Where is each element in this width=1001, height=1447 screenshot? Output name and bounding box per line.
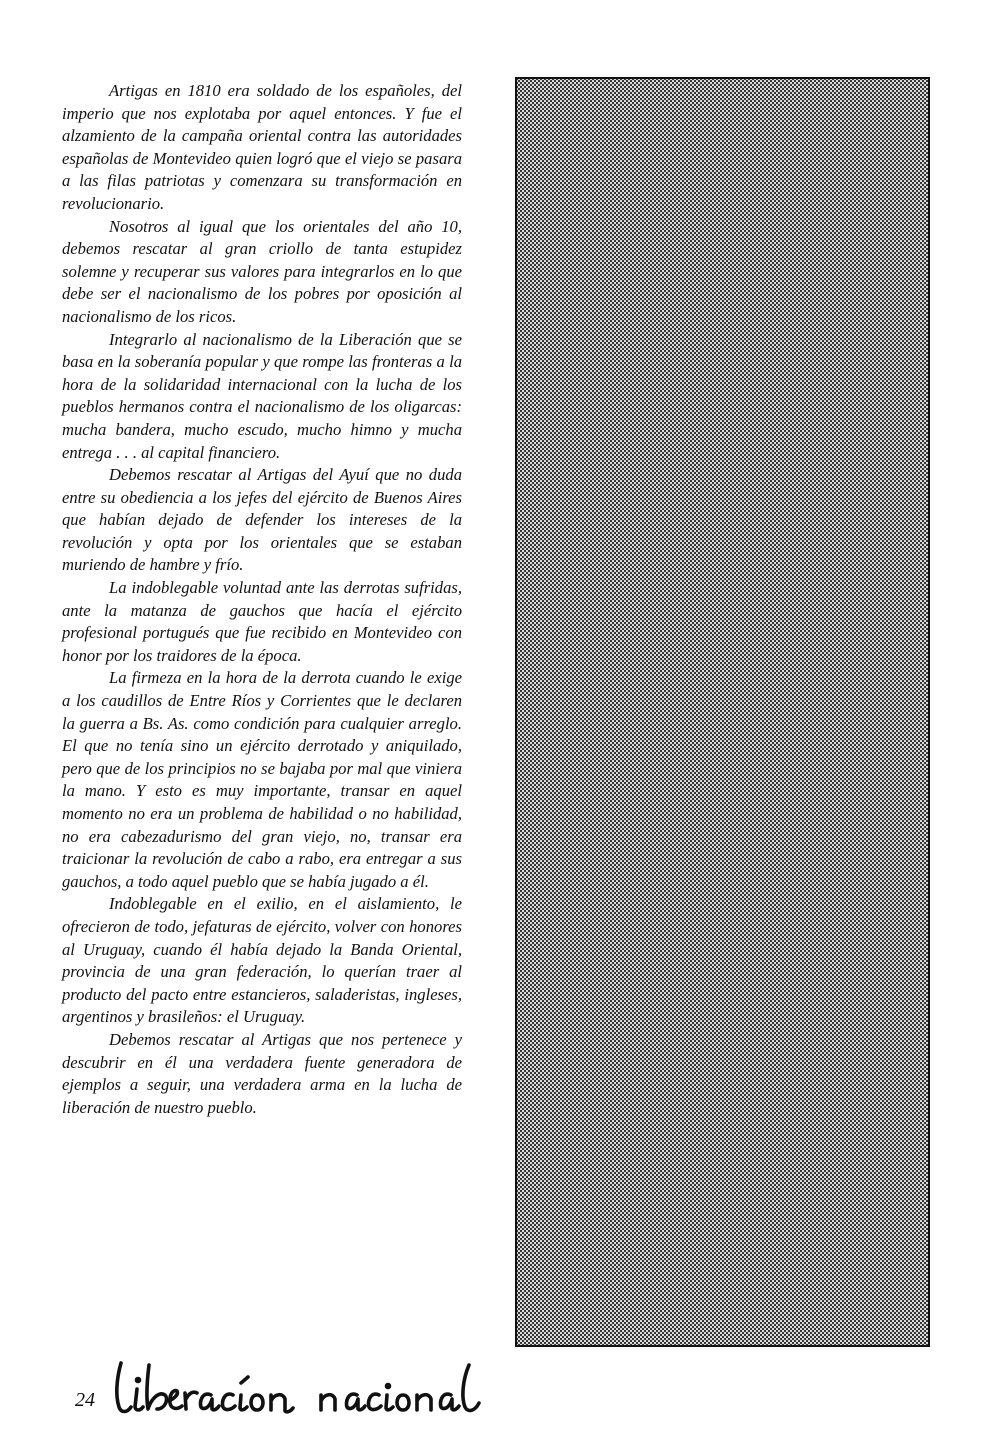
liberacion-nacional-logo [107,1355,487,1430]
paragraph-6: La firmeza en la hora de la derrota cuando le exige a los caudillos de Entre Ríos y Corrientes que le declaren la guerra a Bs. As. como condición para cualquier arreglo. El que no tenía sino un ejército derrotado y aniquilado, pero que de los principios no se bajaba por mal que viniera la mano. Y esto es muy importante, transar en aquel momento no era un problema de habilidad o no habilidad, no era cabezadurismo del gran viejo, no, transar era traicionar la revolución de cabo a rabo, era entregar a sus gauchos, a todo aquel pueblo que se había jugado a él. [62,668,462,891]
paragraph-2: Nosotros al igual que los orientales del año 10, debemos rescatar al gran criollo de tanta estupidez solemne y recuperar sus valores para integrarlos en lo que debe ser el nacionalismo de los pobres por oposición al nacionalismo de los ricos. [62,216,462,326]
paragraph-8: Debemos rescatar al Artigas que nos pertenece y descubrir en él una verdadera fuente generadora de ejemplos a seguir, una verdadera arma en la lucha de liberación de nuestro pueblo. [62,1029,462,1117]
paragraph-1: Artigas en 1810 era soldado de los españoles, del imperio que nos explotaba por aquel entonces. Y fue el alzamiento de la campaña oriental contra las autoridades españolas de Montevideo quien logró que el viejo se pasara a las filas patriotas y comenzara su transformación en revolucionario. [62,81,462,213]
paragraph-4: Debemos rescatar al Artigas del Ayuí que no duda entre su obediencia a los jefes del ejército de Buenos Aires que habían dejado de defender los intereses de la revolución y opta por los orientales que se estaban muriendo de hambre y frío. [62,465,462,575]
halftone-image-panel [515,77,930,1347]
page-footer [75,1355,495,1435]
paragraph-7: Indoblegable en el exilio, en el aislamiento, le ofrecieron de todo, jefaturas de ejército, volver con honores al Uruguay, cuando él había dejado la Banda Oriental, provincia de una gran federación, lo querían traer al producto del pacto entre estancieros, saladeristas, ingleses, argentinos y brasileños: el Uruguay. [62,894,462,1027]
paragraph-5: La indoblegable voluntad ante las derrotas sufridas, ante la matanza de gauchos que hacía el ejército profesional portugués que fue recibido en Montevideo con honor por los traidores de la época. [62,578,462,665]
paragraph-3: Integrarlo al nacionalismo de la Liberación que se basa en la soberanía popular y que rompe las fronteras a la hora de la solidaridad internacional con la lucha de los pueblos hermanos contra el nacionalismo de los oligarcas: mucha bandera, mucho escudo, mucho himno y mucha entrega . . . al capital financiero. [62,329,462,462]
article-body [62,80,462,1119]
page-number: 24 [75,1389,95,1411]
